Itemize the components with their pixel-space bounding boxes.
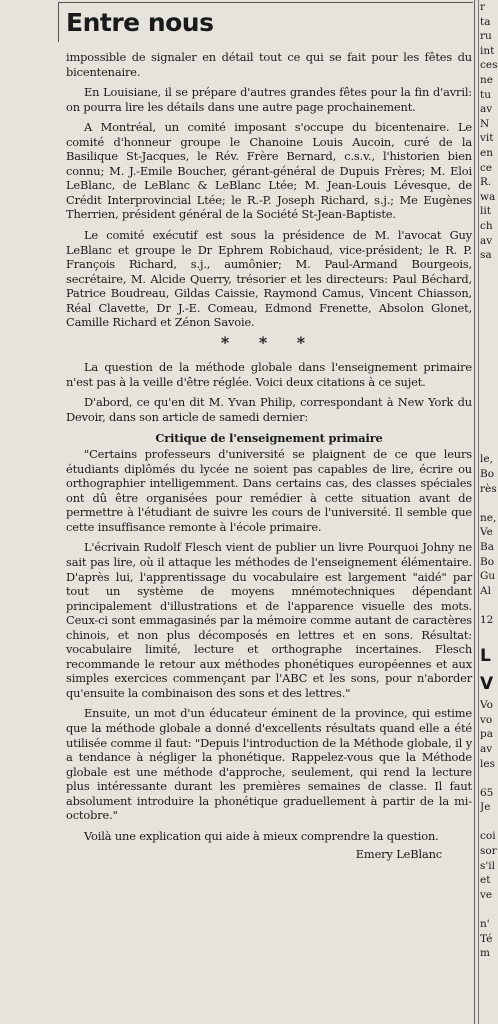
quote-subtitle: Critique de l'enseignement primaire bbox=[155, 430, 383, 445]
side-fragment-line: Gu bbox=[480, 570, 496, 583]
paragraph: impossible de signaler en détail tout ce qui se fait pour les fêtes du bicentenaire. bbox=[66, 50, 472, 79]
side-fragment-line: vo bbox=[480, 713, 493, 726]
side-fragment-line: en bbox=[480, 146, 493, 159]
side-fragment-line bbox=[480, 277, 498, 292]
side-fragment-line bbox=[480, 815, 498, 830]
paragraph: La question de la méthode globale dans l'enseignement primaire n'est pas à la veille d'être réglée. Voici deux citations à ce sujet. bbox=[66, 360, 472, 389]
side-fragment-line: vit bbox=[480, 132, 494, 145]
side-fragment-line bbox=[480, 438, 498, 453]
side-fragment-line: ne, bbox=[480, 511, 497, 524]
side-fragment-line: ch bbox=[480, 219, 493, 232]
section-separator: * * * bbox=[220, 332, 318, 352]
paragraph: En Louisiane, il se prépare d'autres grandes fêtes pour la fin d'avril: on pourra lire les détails dans une autre page prochainement. bbox=[66, 85, 472, 114]
side-fragment-line: et bbox=[480, 874, 491, 887]
side-fragment-line bbox=[480, 350, 498, 365]
side-fragment-line bbox=[480, 628, 498, 643]
side-fragment-line: av bbox=[480, 234, 493, 247]
side-fragment-line bbox=[480, 321, 498, 336]
side-fragment-line: wa bbox=[480, 190, 496, 203]
side-fragment-line: lit bbox=[480, 205, 491, 218]
side-fragment-line bbox=[480, 394, 498, 409]
side-fragment-line: L bbox=[480, 646, 491, 667]
side-fragment-line: av bbox=[480, 742, 493, 755]
side-fragment-line: N bbox=[480, 117, 490, 130]
side-fragment-line: int bbox=[480, 44, 495, 57]
left-rule bbox=[58, 2, 59, 42]
side-fragment-line: R. bbox=[480, 176, 492, 189]
side-fragment-line: s'il bbox=[480, 859, 495, 872]
side-fragment-line bbox=[480, 902, 498, 917]
article-body bbox=[66, 50, 472, 862]
side-fragment-line bbox=[480, 292, 498, 307]
side-fragment-line: av bbox=[480, 103, 493, 116]
column-rule bbox=[474, 0, 475, 1024]
side-fragment-line: r bbox=[480, 1, 486, 13]
side-fragment-line bbox=[480, 336, 498, 351]
side-fragment-line: Ba bbox=[480, 540, 494, 553]
paragraph: Le comité exécutif est sous la présidence de M. l'avocat Guy LeBlanc et groupe le Dr Ephrem Robichaud, vice-président; le R. P. François Richard, s.j., aumônier; M. Paul-Armand Bourgeois, secrétaire, M. Alcide Querry, trésorier et les directeurs: Paul Béchard, Patrice Boudreau, Gildas Caissie, Raymond Camus, Vincent Chiasson, Réal Clavette, Dr J.-E. Comeau, Edmond Frenette, Absolon Glonet, Camille Richard et Zénon Savoie. bbox=[66, 228, 472, 330]
side-fragment-line bbox=[480, 379, 498, 394]
side-fragment-line: 12 bbox=[480, 613, 494, 626]
side-fragment-line bbox=[480, 365, 498, 380]
side-fragment-line: Ve bbox=[480, 526, 493, 539]
side-fragment-line: ne bbox=[480, 73, 493, 86]
side-fragment-line: coi bbox=[480, 830, 496, 843]
side-fragment-line: m bbox=[480, 947, 490, 960]
side-fragment-line: pa bbox=[480, 728, 493, 741]
side-fragment-line: sor bbox=[480, 845, 497, 858]
side-fragment-line: ve bbox=[480, 888, 493, 901]
side-fragment-line: tu bbox=[480, 88, 491, 101]
side-fragment-line: V bbox=[480, 674, 494, 695]
side-fragment-line: les bbox=[480, 757, 495, 770]
side-fragment-line: Té bbox=[480, 932, 493, 945]
side-fragment-line: Bo bbox=[480, 468, 495, 480]
side-fragment-line bbox=[480, 409, 498, 424]
side-fragment-line bbox=[480, 423, 498, 438]
side-fragment-line: ce bbox=[480, 161, 493, 174]
side-fragment-line bbox=[480, 598, 498, 613]
side-fragment-line bbox=[480, 496, 498, 511]
side-fragment-line: ces bbox=[480, 59, 498, 72]
side-fragment-line: rès bbox=[480, 482, 497, 495]
side-fragment-line bbox=[480, 771, 498, 786]
side-fragment-line: Je bbox=[480, 801, 491, 814]
side-fragment-line bbox=[480, 306, 498, 321]
side-fragment-line: ru bbox=[480, 30, 492, 43]
quote-paragraph: "Certains professeurs d'université se plaignent de ce que leurs étudiants diplômés du lycée ne soient pas capables de lire, écrire ou orthographier intelligemment. Dans certains cas, des classes spéciales ont dû être organisées pour remédier à cette situation avant de permettre à l'étudiant de suivre les cours de l'université. Il semble que cette insuffisance remonte à l'école primaire. bbox=[66, 447, 472, 534]
top-rule bbox=[58, 2, 473, 3]
column-rule-2 bbox=[478, 0, 479, 1024]
side-fragment-line bbox=[480, 263, 498, 278]
paragraph: D'abord, ce qu'en dit M. Yvan Philip, correspondant à New York du Devoir, dans son article de samedi dernier: bbox=[66, 395, 472, 425]
side-fragment-line: Bo bbox=[480, 555, 495, 568]
side-fragment-line: le, bbox=[480, 453, 493, 466]
column-heading: Entre nous bbox=[66, 8, 214, 37]
quote-paragraph: L'écrivain Rudolf Flesch vient de publier un livre Pourquoi Johny ne sait pas lire, où il attaque les méthodes de l'enseignement élémentaire. D'après lui, l'apprentissage du vocabulaire est largement "aidé" par tout un système de moyens mnémotechniques dépendant principalement d'illustrations et de l'apparence visuelle des mots. Ceux-ci sont emmagasinés par la mémoire comme autant de caractères chinois, et non plus décomposés en lettres et en sons. Résultat: vocabulaire limité, lecture et orthographe incertaines. Flesch recommande le retour aux méthodes phonétiques européennes et aux simples exercices commençant par l'ABC et les sons, pour n'aborder qu'ensuite la combinaison des sons et des lettres." bbox=[66, 540, 472, 700]
side-fragment-line: Al bbox=[480, 584, 491, 597]
paragraph: Ensuite, un mot d'un éducateur éminent de la province, qui estime que la méthode globale a donné d'excellents résultats quand elle a été utilisée comme il faut: "Depuis l'introduction de la Méthode globale, il y a tendance à négliger la phonétique. Rappelez-vous que la Méthode globale est une méthode d'approche, seulement, qui rend la lecture plus intéressante durant les premières semaines de classe. Il faut absolument introduire la phonétique graduellement à partir de la mi-octobre." bbox=[66, 706, 472, 823]
author-signature: Emery LeBlanc bbox=[355, 847, 442, 862]
side-fragment-line: 65 bbox=[480, 786, 494, 799]
side-fragment-line: n' bbox=[480, 918, 490, 931]
adjacent-column-fragment bbox=[480, 0, 498, 1024]
paragraph: A Montréal, un comité imposant s'occupe du bicentenaire. Le comité d'honneur groupe le Chanoine Louis Aucoin, curé de la Basilique St-Jacques, le Rév. Frère Bernard, c.s.v., l'historien bien connu; M. J.-Emile Boucher, gérant-général de Dupuis Frères; M. Eloi LeBlanc, de LeBlanc & LeBlanc Ltée; M. Jean-Louis Lévesque, de Crédit Interprovincial Ltée; le R.-P. Joseph Richard, s.j.; Me Eugènes Therrien, président général de la Société St-Jean-Baptiste. bbox=[66, 120, 472, 222]
side-fragment-line: Vo bbox=[480, 699, 493, 712]
side-fragment-line: ta bbox=[480, 15, 491, 28]
paragraph: Voilà une explication qui aide à mieux comprendre la question. bbox=[84, 828, 439, 843]
side-fragment-line: sa bbox=[480, 249, 492, 262]
